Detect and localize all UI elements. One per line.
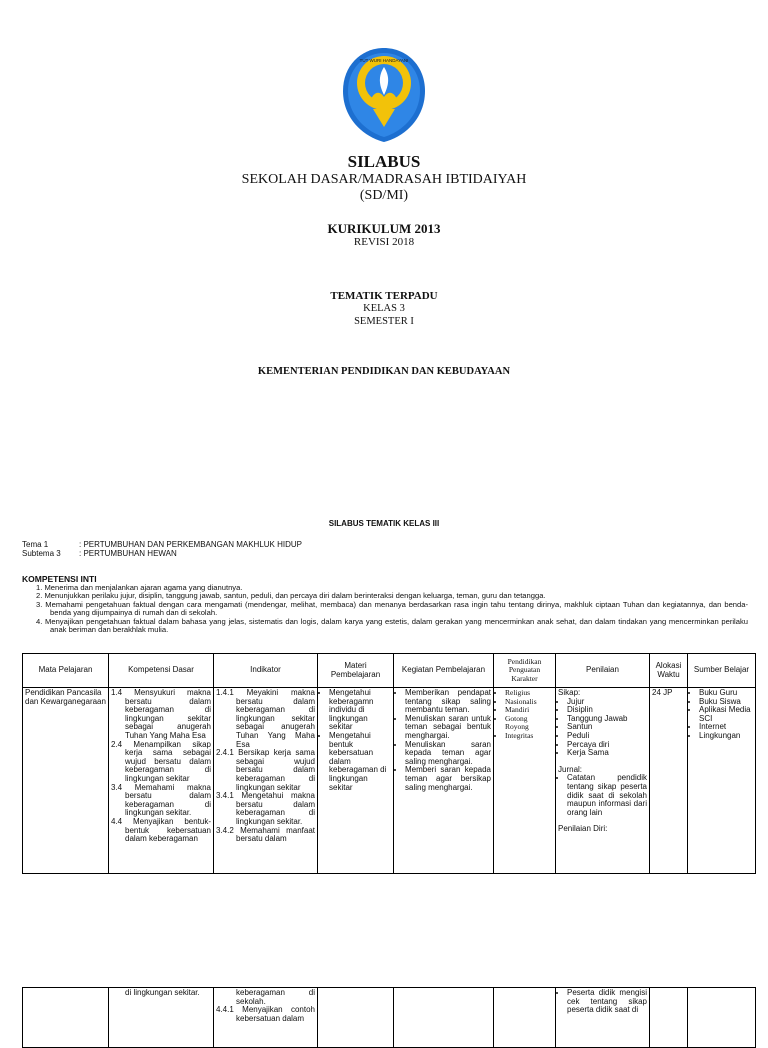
indikator-continuation: keberagaman di sekolah. [236, 988, 315, 1006]
cont-cell-materi [318, 988, 394, 1048]
col-header-indikator: Indikator [214, 654, 318, 688]
cover-grade: KELAS 3 [363, 303, 405, 314]
sumber-item: • Buku Siswa [699, 698, 753, 707]
cell-materi [318, 688, 394, 874]
penilaian-sikap-item: • Disiplin [567, 706, 647, 715]
kd-continuation: di lingkungan sekitar. [125, 988, 200, 997]
cont-cell-kegiatan [394, 988, 494, 1048]
penilaian-jurnal-label: Jurnal: [558, 764, 583, 774]
penilaian-sikap-item: • Santun [567, 723, 647, 732]
sumber-item: • Aplikasi Media SCI [699, 706, 753, 723]
penilaian-sikap-item: • Jujur [567, 698, 647, 707]
cover-school-abbr: (SD/MI) [359, 188, 409, 203]
syllabus-table-continuation [22, 987, 756, 1048]
cont-cell-ppk [494, 988, 556, 1048]
cell-kd [109, 688, 214, 874]
penilaian-diri-item: • Peserta didik mengisi cek tentang sikap peserta didik saat di [567, 989, 647, 1015]
cell-penilaian [556, 688, 650, 874]
cell-sumber [688, 688, 756, 874]
ppk-item: • Integritas [505, 732, 553, 741]
cover-subject: TEMATIK TERPADU [330, 290, 438, 302]
syllabus-table [22, 653, 756, 874]
penilaian-sikap-label: Sikap: [558, 688, 581, 697]
cont-cell-mapel [23, 988, 109, 1048]
ppk-item: • Mandiri [505, 706, 553, 715]
cont-cell-penilaian [556, 988, 650, 1048]
col-header-sumber: Sumber Belajar [688, 654, 756, 688]
tut-wuri-handayani-logo [342, 47, 426, 143]
syllabus-title: SILABUS TEMATIK KELAS III [328, 519, 440, 528]
sumber-item: • Internet [699, 723, 753, 732]
col-header-alokasi: Alokasi Waktu [650, 654, 688, 688]
col-header-penilaian: Penilaian [556, 654, 650, 688]
kegiatan-item: • Menuliskan saran untuk teman sebagai bentuk menghargai. [405, 715, 491, 741]
ppk-item: • Nasionalis [505, 698, 553, 707]
tema-value: : PERTUMBUHAN DAN PERKEMBANGAN MAKHLUK HIDUP [79, 540, 302, 549]
kd-item: 1.4 Mensyukuri makna bersatu dalam keberagaman di lingkungan sekitar sebagai anugerah Tuhan Yang Maha Esa [111, 688, 211, 740]
cont-cell-sumber [688, 988, 756, 1048]
ppk-item: • Gotong Royong [505, 715, 553, 732]
penilaian-sikap-item: • Percaya diri [567, 741, 647, 750]
cover-revision: REVISI 2018 [353, 236, 415, 248]
kd-item: 2.4 Menampilkan sikap kerja sama sebagai wujud bersatu dalam keberagaman di lingkungan sekitar [111, 739, 211, 783]
cell-alokasi: 24 JP [650, 688, 688, 874]
ki-item: 2. Menunjukkan perilaku jujur, disiplin, tanggung jawab, santun, peduli, dan percaya diri dalam berinteraksi dengan keluarga, teman, guru dan tetangga. [36, 591, 546, 601]
materi-item: • Mengetahui keberagamn individu di lingkungan sekitar [329, 689, 391, 732]
cell-mapel: Pendidikan Pancasila dan Kewarganegaraan [23, 688, 109, 874]
cover-school: SEKOLAH DASAR/MADRASAH IBTIDAIYAH [241, 172, 527, 187]
materi-item: • Mengetahui bentuk kebersatuan dalam keberagaman di lingkungan sekitar [329, 732, 391, 792]
ki-item: 3. Memahami pengetahuan faktual dengan cara mengamati (mendengar, melihat, membaca) dan menanya berdasarkan rasa ingin tahu tentang dirinya, makhluk ciptaan Tuhan dan kegiatannya, dan benda-benda yang dijumpainya di rumah dan di sekolah. [36, 599, 748, 618]
ki-item: 4. Menyajikan pengetahuan faktual dalam bahasa yang jelas, sistematis dan logis, dalam karya yang estetis, dalam gerakan yang mencerminkan anak sehat, dan dalam tindakan yang mencerminkan perilaku anak beriman dan berakhlak mulia. [36, 616, 748, 635]
cover-ministry: KEMENTERIAN PENDIDIKAN DAN KEBUDAYAAN [257, 366, 511, 377]
penilaian-diri-label: Penilaian Diri: [558, 824, 608, 834]
cover-title: SILABUS [347, 152, 421, 171]
kegiatan-item: • Memberikan pendapat tentang sikap saling membantu teman. [405, 689, 491, 715]
indikator-item: 1.4.1 Meyakini makna bersatu dalam keberagaman di lingkungan sekitar sebagai anugerah Tuhan Yang Maha Esa [216, 688, 315, 749]
cont-cell-alokasi [650, 988, 688, 1048]
indikator-item: 4.4.1 Menyajikan contoh kebersatuan dalam [216, 1005, 315, 1023]
col-header-ppk: Pendidikan Penguatan Karakter [494, 654, 556, 688]
col-header-mapel: Mata Pelajaran [23, 654, 109, 688]
cont-cell-kd [109, 988, 214, 1048]
sumber-item: • Lingkungan [699, 732, 753, 741]
indikator-item: 3.4.2 Memahami manfaat bersatu dalam [216, 825, 315, 844]
kegiatan-item: • Memberi saran kepada teman agar bersikap saling menghargai. [405, 766, 491, 792]
cover-curriculum: KURIKULUM 2013 [327, 221, 441, 236]
indikator-item: 3.4.1 Mengetahui makna bersatu dalam keberagaman di lingkungan sekitar. [216, 791, 315, 826]
tema-label: Tema 1 [22, 540, 49, 549]
ki-item: 1. Menerima dan menjalankan ajaran agama yang dianutnya. [36, 583, 243, 592]
cell-indikator [214, 688, 318, 874]
penilaian-sikap-item: • Kerja Sama [567, 749, 647, 758]
kegiatan-item: • Menuliskan saran kepada teman agar saling menghargai. [405, 741, 491, 767]
cell-kegiatan [394, 688, 494, 874]
col-header-kegiatan: Kegiatan Pembelajaran [394, 654, 494, 688]
ki-list [36, 584, 748, 634]
ppk-item: • Religius [505, 689, 553, 698]
svg-text:TUT WURI HANDAYANI: TUT WURI HANDAYANI [359, 58, 409, 63]
subtema-value: : PERTUMBUHAN HEWAN [79, 549, 177, 558]
col-header-materi: Materi Pembelajaran [318, 654, 394, 688]
kd-item: 4.4 Menyajikan bentuk-bentuk kebersatuan dalam keberagaman [111, 816, 211, 844]
kd-item: 3.4 Memahami makna bersatu dalam keberagaman di lingkungan sekitar. [111, 782, 211, 818]
penilaian-sikap-item: • Tanggung Jawab [567, 715, 647, 724]
indikator-item: 2.4.1 Bersikap kerja sama sebagai wujud bersatu dalam keberagaman di lingkungan sekitar [216, 748, 315, 792]
sumber-item: • Buku Guru [699, 689, 753, 698]
col-header-kd: Kompetensi Dasar [109, 654, 214, 688]
cover-semester: SEMESTER I [354, 316, 414, 327]
cont-cell-indikator [214, 988, 318, 1048]
ki-title: KOMPETENSI INTI [22, 574, 97, 584]
cell-ppk [494, 688, 556, 874]
penilaian-sikap-item: • Peduli [567, 732, 647, 741]
subtema-label: Subtema 3 [22, 549, 61, 558]
penilaian-jurnal-item: • Catatan pendidik tentang sikap peserta didik saat di sekolah maupun informasi dari orang lain [567, 774, 647, 817]
